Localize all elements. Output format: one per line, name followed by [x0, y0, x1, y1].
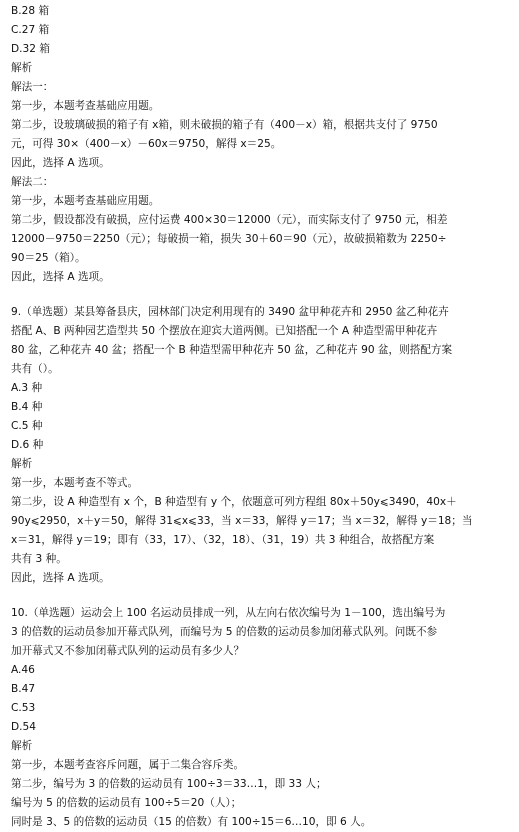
q9-conclusion: 因此，选择 A 选项。: [11, 572, 110, 584]
method-1-step-2-line-1: 第二步，设玻璃破损的箱子有 x箱，则未破损的箱子有（400－x）箱，根据共支付了 9750: [11, 119, 438, 131]
q9-stem-line-3: 80 盆，乙种花卉 40 盆；搭配一个 B 种造型需甲种花卉 50 盆，乙种花卉 90 盆，则搭配方案: [11, 344, 453, 356]
method-2-step-2-line-2: 12000－9750＝2250（元）；每破损一箱，损失 30＋60＝90（元），故破损箱数为 2250÷: [11, 233, 447, 245]
q9-option-c: C.5 种: [11, 420, 43, 432]
q10-stem-line-1: 10.（单选题）运动会上 100 名运动员排成一列，从左向右依次编号为 1－100，选出编号为: [11, 607, 446, 619]
q9-step-2-line-3: x＝31，解得 y＝19；即有（33，17）、（32，18）、（31，19）共 3 种组合，故搭配方案: [11, 534, 435, 546]
option-d: D.32 箱: [11, 43, 50, 55]
q9-step-2-line-2: 90y⩽2950，x＋y＝50，解得 31⩽x⩽33，当 x＝33，解得 y＝17；当 x＝32，解得 y＝18；当: [11, 515, 473, 527]
q9-step-1: 第一步，本题考查不等式。: [11, 477, 139, 489]
q9-option-d: D.6 种: [11, 439, 44, 451]
method-1-conclusion: 因此，选择 A 选项。: [11, 157, 110, 169]
method-2-step-1: 第一步，本题考查基础应用题。: [11, 195, 160, 207]
q9-stem-line-4: 共有（）。: [11, 363, 59, 375]
method-2-step-2-line-3: 90＝25（箱）。: [11, 252, 86, 264]
method-2-step-2-line-1: 第二步，假设都没有破损，应付运费 400×30＝12000（元），而实际支付了 9750 元，相差: [11, 214, 448, 226]
q9-step-2-line-4: 共有 3 种。: [11, 553, 67, 565]
q10-option-a: A.46: [11, 664, 35, 676]
q10-option-c: C.53: [11, 702, 36, 714]
q10-step-2-line-3: 同时是 3、5 的倍数的运动员（15 的倍数）有 100÷15＝6…10，即 6 人。: [11, 816, 372, 828]
method-1-step-2-line-2: 元，可得 30×（400－x）－60x＝9750，解得 x＝25。: [11, 138, 282, 150]
q9-option-a: A.3 种: [11, 382, 43, 394]
q10-step-2-line-2: 编号为 5 的倍数的运动员有 100÷5＝20（人）；: [11, 797, 242, 809]
q9-option-b: B.4 种: [11, 401, 43, 413]
option-b: B.28 箱: [11, 5, 50, 17]
q10-analysis-label: 解析: [11, 740, 33, 752]
method-2-conclusion: 因此，选择 A 选项。: [11, 271, 110, 283]
method-2-title: 解法二：: [11, 176, 54, 188]
q10-stem-line-2: 3 的倍数的运动员参加开幕式队列，而编号为 5 的倍数的运动员参加闭幕式队列。问既不参: [11, 626, 438, 638]
spacer: [11, 588, 511, 604]
q9-stem-line-1: 9.（单选题）某县筹备县庆，园林部门决定利用现有的 3490 盆甲种花卉和 2950 盆乙种花卉: [11, 306, 449, 318]
q9-step-2-line-1: 第二步，设 A 种造型有 x 个，B 种造型有 y 个，依题意可列方程组 80x＋50y⩽3490，40x＋: [11, 496, 457, 508]
q10-step-1: 第一步，本题考查容斥问题，属于二集合容斥类。: [11, 759, 245, 771]
q10-step-2-line-1: 第二步，编号为 3 的倍数的运动员有 100÷3＝33…1，即 33 人；: [11, 778, 327, 790]
analysis-label: 解析: [11, 62, 33, 74]
q10-option-b: B.47: [11, 683, 36, 695]
q10-stem-line-3: 加开幕式又不参加闭幕式队列的运动员有多少人？: [11, 645, 245, 657]
spacer: [11, 287, 511, 303]
method-1-step-1: 第一步，本题考查基础应用题。: [11, 100, 160, 112]
method-1-title: 解法一：: [11, 81, 54, 93]
q9-analysis-label: 解析: [11, 458, 33, 470]
option-c: C.27 箱: [11, 24, 50, 36]
q10-option-d: D.54: [11, 721, 37, 733]
q9-stem-line-2: 搭配 A、B 两种园艺造型共 50 个摆放在迎宾大道两侧。已知搭配一个 A 种造型需甲种花卉: [11, 325, 438, 337]
